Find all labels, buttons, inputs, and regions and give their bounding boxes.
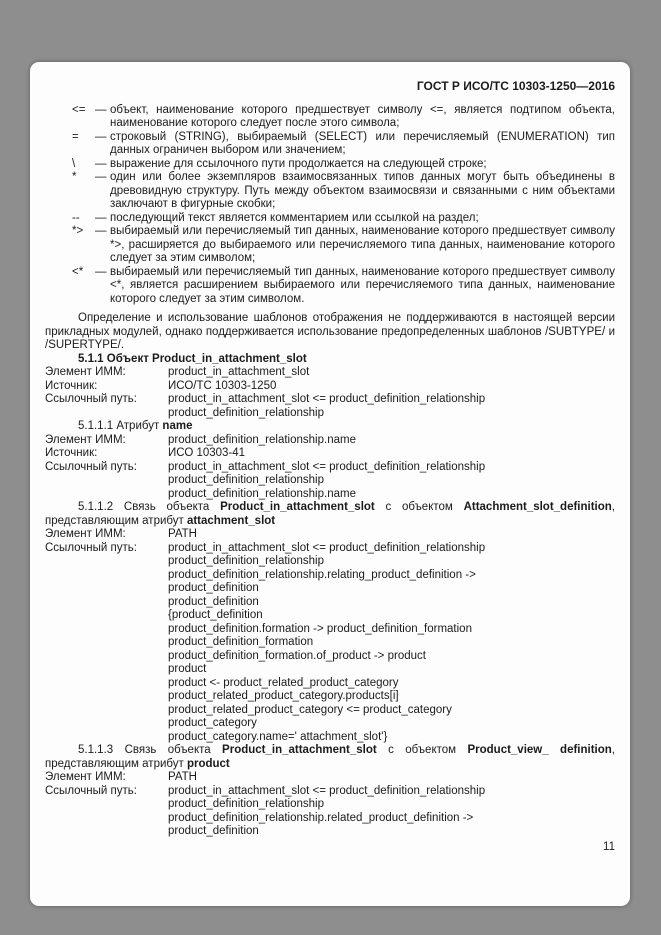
heading-segment: 5.1.1.2 Связь объекта bbox=[78, 501, 221, 513]
value-line: product_in_attachment_slot <= product_definition_relationship bbox=[168, 460, 486, 473]
value-line: product_definition_relationship bbox=[168, 474, 324, 486]
legend-symbol: *> bbox=[72, 225, 84, 237]
legend-text: один или более экземпляров взаимосвязанных типов данных могут быть объединены в древовидную структуру. Путь между объектом взаимосвязи и связанными с ним объектами заключают в фигурные скобки; bbox=[110, 171, 615, 210]
legend-symbol: * bbox=[72, 171, 77, 183]
value-line: product_definition_relationship bbox=[168, 406, 324, 419]
value-line: product_related_product_category <= product_category bbox=[168, 703, 452, 716]
document-page bbox=[30, 62, 630, 906]
section-heading bbox=[45, 501, 615, 528]
heading-segment: с объектом bbox=[374, 501, 464, 513]
row-value bbox=[168, 461, 615, 502]
reference-path-row bbox=[45, 542, 615, 745]
value-line: product_related_product_category.products[i] bbox=[168, 690, 399, 702]
value-line: product_definition_relationship.name bbox=[168, 433, 356, 446]
row-value bbox=[168, 393, 615, 420]
section-5-1-1-2 bbox=[45, 501, 615, 744]
value-line: product_definition_relationship bbox=[168, 555, 324, 567]
legend-symbol: = bbox=[72, 130, 79, 143]
imm-element-row bbox=[45, 434, 615, 448]
imm-element-row bbox=[45, 366, 615, 380]
row-label: Ссылочный путь: bbox=[45, 460, 137, 473]
value-line: product_definition.formation -> product_definition_formation bbox=[168, 622, 472, 635]
row-label: Источник: bbox=[45, 447, 98, 459]
legend-dash: — bbox=[95, 157, 107, 170]
row-value bbox=[168, 785, 615, 839]
section-5-1-1-1 bbox=[45, 420, 615, 501]
value-line: product_definition_relationship.related_product_definition -> bbox=[168, 811, 474, 824]
heading-segment: Attachment_slot_definition bbox=[463, 501, 612, 513]
value-line: product_definition bbox=[168, 595, 259, 608]
legend-symbol: -- bbox=[72, 211, 80, 224]
legend-dash: — bbox=[95, 265, 107, 278]
row-label: Элемент ИММ: bbox=[45, 528, 126, 540]
legend-text: строковый (STRING), выбираемый (SELECT) или перечисляемый (ENUMERATION) тип данных ограничен выбором или значением; bbox=[110, 130, 615, 156]
section-5-1-1-3 bbox=[45, 744, 615, 839]
heading-segment: Product_in_attachment_slot bbox=[220, 501, 375, 513]
value-line: product_in_attachment_slot <= product_definition_relationship bbox=[168, 393, 486, 405]
legend-dash: — bbox=[95, 211, 107, 224]
reference-path-row bbox=[45, 461, 615, 502]
legend-symbol: <= bbox=[72, 103, 86, 116]
intro-paragraph: Определение и использование шаблонов отображения не поддерживаются в настоящей версии прикладных модулей, однако поддерживается использование предопределенных шаблонов /SUBTYPE/ и /SUPERTYPE/. bbox=[45, 312, 615, 351]
source-row bbox=[45, 447, 615, 461]
value-line: ИСО 10303-41 bbox=[168, 447, 246, 459]
row-value bbox=[168, 434, 615, 448]
source-row bbox=[45, 380, 615, 394]
legend-item bbox=[45, 225, 615, 266]
legend-item bbox=[45, 104, 615, 131]
legend-symbol: \ bbox=[72, 157, 76, 170]
legend-text: объект, наименование которого предшествует символу <=, является подтипом объекта, наименование которого следует после этого символа; bbox=[110, 103, 615, 129]
heading-segment: name bbox=[162, 420, 193, 432]
heading-segment: , представляющим атрибут bbox=[45, 744, 615, 770]
legend-item bbox=[45, 171, 615, 212]
heading-segment: product bbox=[186, 757, 230, 770]
heading-segment: , представляющим атрибут bbox=[45, 501, 615, 527]
heading-segment: attachment_slot bbox=[186, 514, 276, 527]
heading-segment: 5.1.1.3 Связь объекта bbox=[78, 744, 223, 756]
heading-segment: Product_in_attachment_slot bbox=[222, 744, 377, 756]
section-heading bbox=[45, 744, 615, 771]
value-line: product <- product_related_product_category bbox=[168, 676, 399, 689]
heading-segment: 5.1.1 Объект Product_in_attachment_slot bbox=[78, 352, 307, 365]
legend-text: выражение для ссылочного пути продолжается на следующей строке; bbox=[110, 157, 487, 170]
row-label: Ссылочный путь: bbox=[45, 393, 137, 405]
legend-item bbox=[45, 212, 615, 226]
value-line: product_definition_formation.of_product -> product bbox=[168, 649, 426, 662]
row-value bbox=[168, 542, 615, 745]
value-line: product bbox=[168, 663, 207, 675]
value-line: product_category bbox=[168, 717, 257, 729]
heading-segment: Product_view_ definition bbox=[467, 744, 612, 756]
value-line: ИСО/ТС 10303-1250 bbox=[168, 379, 277, 392]
symbol-legend bbox=[45, 104, 615, 307]
heading-segment: с объектом bbox=[376, 744, 468, 756]
page-number: 11 bbox=[603, 840, 615, 853]
row-label: Ссылочный путь: bbox=[45, 784, 137, 797]
row-value bbox=[168, 528, 615, 542]
value-line: product_definition_relationship bbox=[168, 798, 324, 810]
legend-dash: — bbox=[95, 225, 107, 237]
row-label: Элемент ИММ: bbox=[45, 771, 126, 783]
legend-item bbox=[45, 266, 615, 307]
value-line: product_definition bbox=[168, 825, 259, 837]
value-line: product_definition_formation bbox=[168, 636, 314, 648]
reference-path-row bbox=[45, 393, 615, 420]
legend-dash: — bbox=[95, 130, 107, 143]
value-line: product_definition_relationship.relating_product_definition -> bbox=[168, 568, 476, 581]
legend-text: выбираемый или перечисляемый тип данных, наименование которого предшествует символу *>, расширяется до выбираемого или перечисляемого типа данных, наименование которого следует за этим символом; bbox=[110, 225, 615, 264]
row-label: Элемент ИММ: bbox=[45, 366, 126, 378]
value-line: product_in_attachment_slot <= product_definition_relationship bbox=[168, 541, 486, 554]
section-heading bbox=[45, 420, 615, 434]
value-line: product_in_attachment_slot bbox=[168, 366, 310, 378]
section-5-1-1 bbox=[45, 353, 615, 421]
legend-symbol: <* bbox=[72, 265, 84, 278]
row-value bbox=[168, 380, 615, 394]
value-line: {product_definition bbox=[168, 609, 263, 621]
legend-dash: — bbox=[95, 171, 107, 183]
row-label: Элемент ИММ: bbox=[45, 433, 126, 446]
row-value bbox=[168, 771, 615, 785]
value-line: product_in_attachment_slot <= product_definition_relationship bbox=[168, 784, 486, 797]
imm-element-row bbox=[45, 528, 615, 542]
value-line: product_definition bbox=[168, 582, 259, 594]
legend-text: последующий текст является комментарием или ссылкой на раздел; bbox=[110, 211, 479, 224]
legend-item bbox=[45, 158, 615, 172]
legend-text: выбираемый или перечисляемый тип данных, наименование которого предшествует символу <*, является расширением выбираемого или перечисляемого типа данных, наименование которого следует за этим символом. bbox=[110, 265, 615, 305]
row-value bbox=[168, 447, 615, 461]
value-line: product_category.name=' attachment_slot'} bbox=[168, 730, 388, 743]
row-value bbox=[168, 366, 615, 380]
legend-dash: — bbox=[95, 103, 107, 116]
row-label: Ссылочный путь: bbox=[45, 541, 137, 554]
value-line: PATH bbox=[168, 771, 197, 783]
reference-path-row bbox=[45, 785, 615, 839]
section-heading bbox=[45, 353, 615, 367]
imm-element-row bbox=[45, 771, 615, 785]
row-label: Источник: bbox=[45, 379, 98, 392]
heading-segment: 5.1.1.1 Атрибут bbox=[78, 420, 163, 432]
value-line: product_definition_relationship.name bbox=[168, 487, 356, 500]
legend-item bbox=[45, 131, 615, 158]
value-line: PATH bbox=[168, 528, 197, 540]
doc-number-header: ГОСТ Р ИСО/ТС 10303-1250—2016 bbox=[416, 79, 615, 93]
